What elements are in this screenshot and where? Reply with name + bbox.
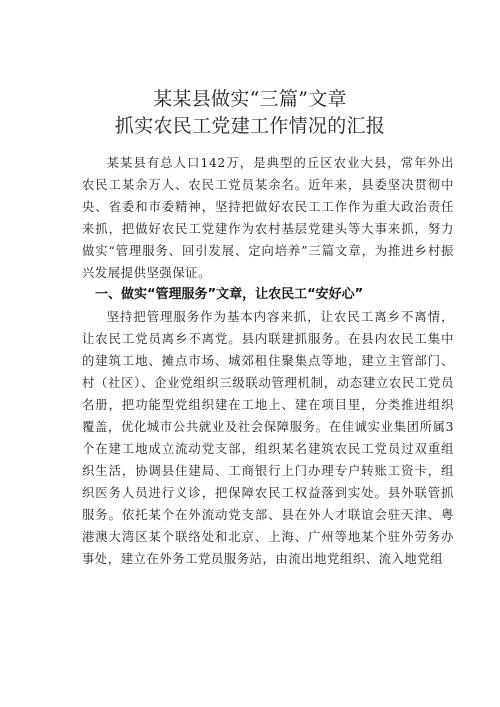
document-body: [82, 152, 454, 570]
intro-paragraph: 某某县有总人口142万，是典型的丘区农业大县，常年外出农民工某余万人、农民工党员某余名。近年来，县委坚决贯彻中央、省委和市委精神，坚持把做好农民工工作作为重大政治责任来抓，把做好农民工党建作为农村基层党建头等大事来抓，努力做实“管理服务、回引发展、定向培养”三篇文章，为推进乡村振兴发展提供坚强保证。: [82, 156, 454, 280]
title-line-1: 某某县做实“三篇”文章: [153, 88, 347, 110]
section-1-paragraph: 坚持把管理服务作为基本内容来抓，让农民工离乡不离情，让农民工党员离乡不离党。县内联建抓服务。在县内农民工集中的建筑工地、摊点市场、城郊租住聚集点等地，建立主管部门、村（社区）、企业党组织三级联动管理机制，动态建立农民工党员名册，把功能型党组织建在工地上、建在项目里，分类推进组织覆盖，优化城市公共就业及社会保障服务。在佳诚实业集团所属3个在建工地成立流动党支部，组织某名建筑农民工党员过双重组织生活，协调县住建局、工商银行上门办理专户转账工资卡，组织医务人员进行义诊，把保障农民工权益落到实处。县外联管抓服务。依托某个在外流动党支部、县在外人才联谊会驻天津、粤港澳大湾区某个联络处和北京、上海、广州等地某个驻外劳务办事处，建立在外务工党员服务站，由流出地党组织、流入地党组: [82, 310, 454, 566]
section-1-heading: 一、做实“管理服务”文章，让农民工“安好心”: [95, 287, 364, 302]
document-title: [0, 86, 500, 140]
title-line-2: 抓实农民工党建工作情况的汇报: [114, 115, 386, 137]
